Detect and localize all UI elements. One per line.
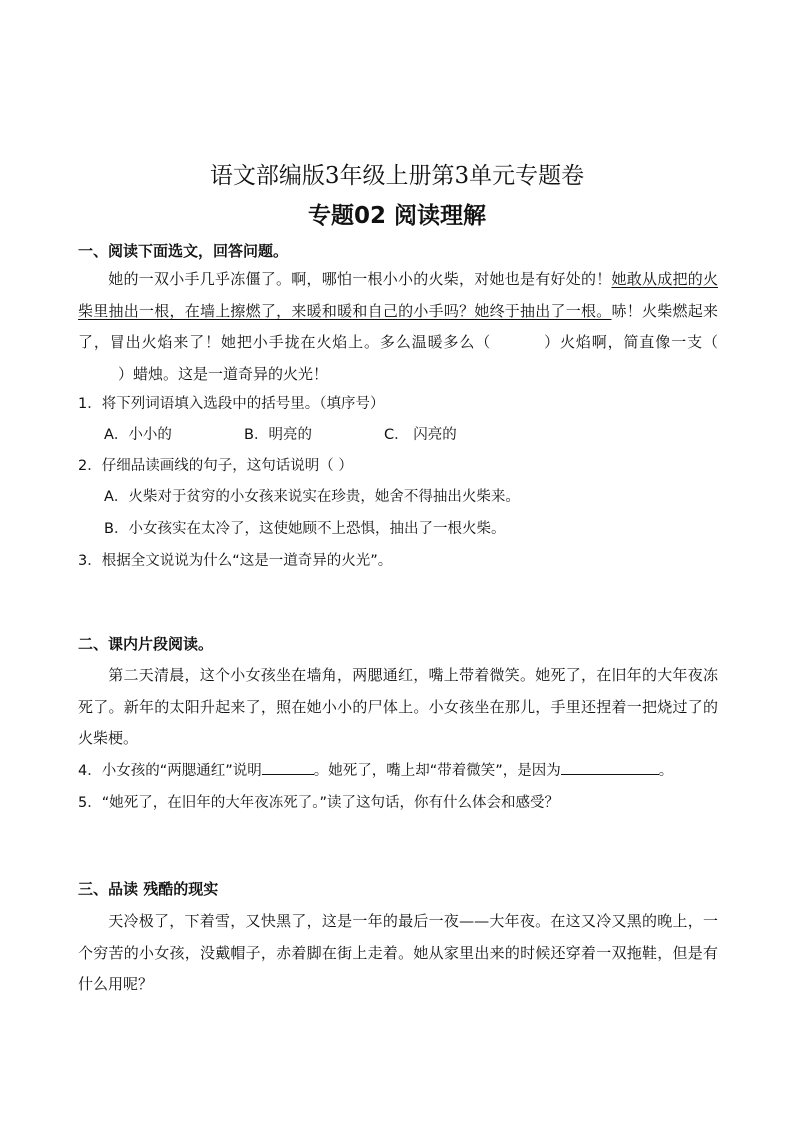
q2-option-a: A．火柴对于贫穷的小女孩来说实在珍贵，她舍不得抽出火柴来。 bbox=[104, 489, 520, 505]
document-title: 语文部编版3年级上册第3单元专题卷 bbox=[209, 163, 585, 189]
question-3: 3．根据全文说说为什么“这是一道奇异的火光”。 bbox=[78, 553, 393, 569]
passage1-text-a: 她的一双小手几乎冻僵了。啊，哪怕一根小小的火柴，对她也是有好处的！ bbox=[108, 270, 612, 288]
question-4 bbox=[78, 760, 673, 782]
passage1-text-c: ）火焰啊，简直像一支（ bbox=[543, 333, 718, 351]
q1-option-c: C． 闪亮的 bbox=[384, 427, 457, 443]
q4-blank-1[interactable] bbox=[262, 760, 314, 775]
passage1-text-b: 哧！火柴燃起来了，冒出火焰来了！她把小手拢在火焰上。多么温暖多么（ bbox=[78, 301, 718, 351]
document-subtitle: 专题02 阅读理解 bbox=[307, 203, 486, 229]
passage1-underlined-sentence: 她敢从成把的火柴里抽出一根，在墙上擦燃了，来暖和暖和自己的小手吗？她终于抽出了一根。 bbox=[78, 270, 718, 320]
q1-option-a: A．小小的 bbox=[104, 427, 172, 443]
passage1-text-d: ）蜡烛。这是一道奇异的火光！ bbox=[118, 364, 329, 383]
question-2: 2．仔细品读画线的句子，这句话说明（ ） bbox=[78, 458, 353, 474]
q4-text-a: 4．小女孩的“两腮通红”说明 bbox=[78, 763, 262, 779]
section1-passage bbox=[78, 264, 718, 390]
section2-passage bbox=[78, 660, 718, 755]
q4-text-b: 。她死了，嘴上却“带着微笑”，是因为 bbox=[313, 763, 561, 779]
passage2-text: 第二天清晨，这个小女孩坐在墙角，两腮通红，嘴上带着微笑。她死了，在旧年的大年夜冻死了。新年的太阳升起来了，照在她小小的尸体上。小女孩坐在那儿，手里还捏着一把烧过了的火柴梗。 bbox=[78, 666, 718, 747]
q2-option-b: B．小女孩实在太冷了，这使她顾不上恐惧，抽出了一根火柴。 bbox=[104, 521, 506, 537]
section3-heading: 三、品读 残酷的现实 bbox=[78, 880, 219, 898]
section2-heading: 二、课内片段阅读。 bbox=[78, 635, 214, 653]
q4-blank-2[interactable] bbox=[561, 760, 659, 775]
section1-heading: 一、阅读下面选文，回答问题。 bbox=[78, 242, 289, 260]
question-5: 5．“她死了，在旧年的大年夜冻死了。”读了这句话，你有什么体会和感受？ bbox=[78, 795, 559, 811]
q1-option-b: B．明亮的 bbox=[244, 427, 312, 443]
section3-passage bbox=[78, 906, 718, 1001]
question-1: 1．将下列词语填入选段中的括号里。（填序号） bbox=[78, 396, 385, 412]
passage3-text: 天冷极了，下着雪，又快黑了，这是一年的最后一夜——大年夜。在这又冷又黑的晚上，一个穷苦的小女孩，没戴帽子，赤着脚在街上走着。她从家里出来的时候还穿着一双拖鞋，但是有什么用呢？ bbox=[78, 912, 718, 993]
q4-text-c: 。 bbox=[658, 763, 674, 779]
